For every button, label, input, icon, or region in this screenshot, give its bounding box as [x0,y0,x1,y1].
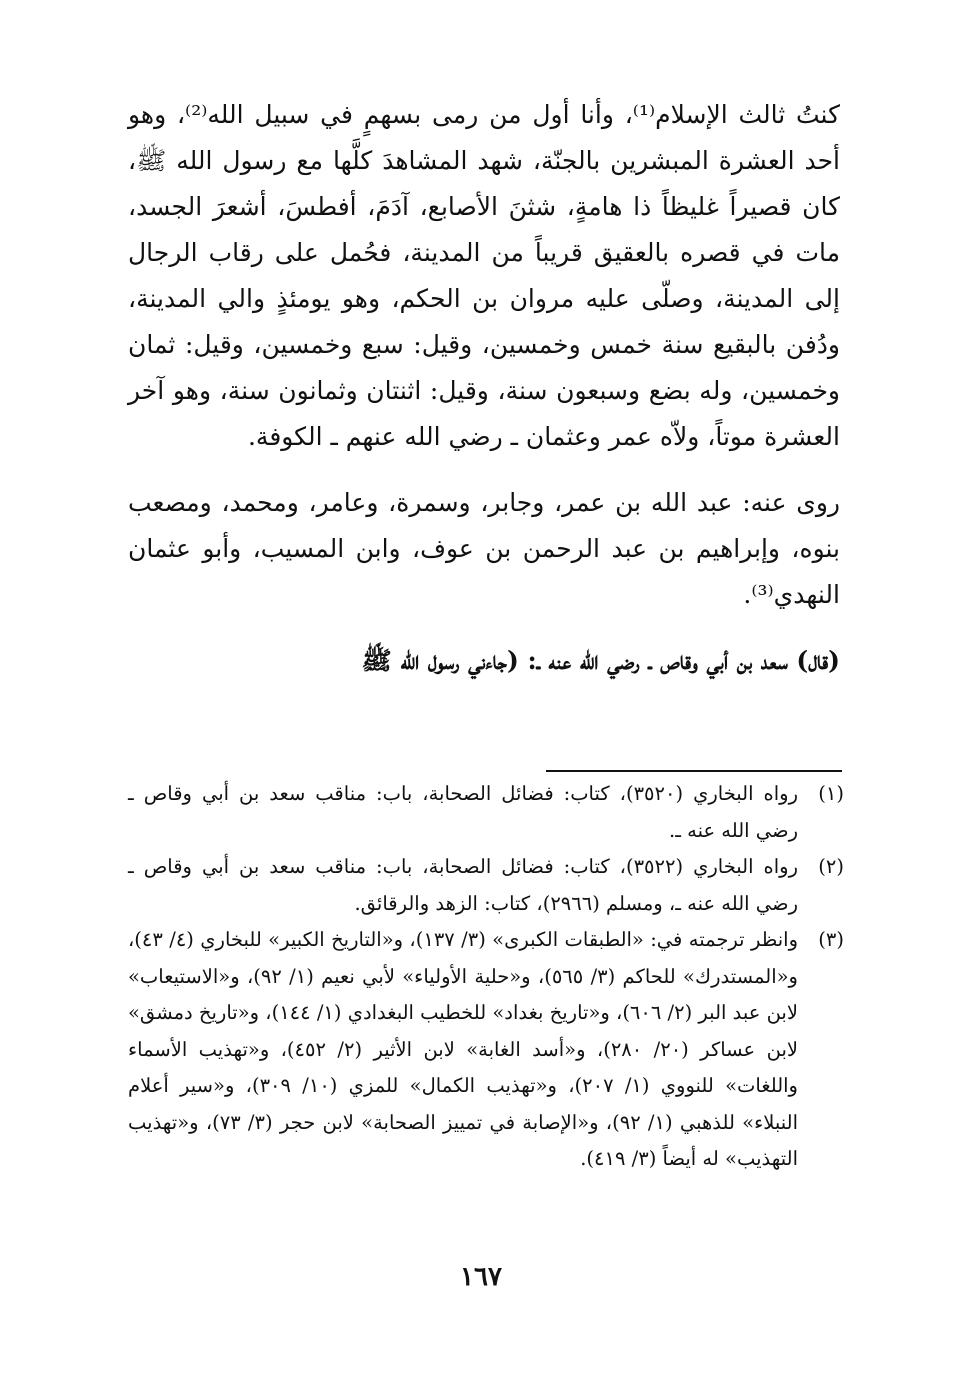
page-number: ١٦٧ [460,1262,502,1292]
footnote-3 [128,922,844,1178]
footnote-number: (٢) [818,855,844,878]
footnotes [128,776,844,1178]
footnote-text: رواه البخاري (٣٥٢٠)، كتاب: فضائل الصحابة، باب: مناقب سعد بن أبي وقاص ـ رضي الله عنه ـ. [128,782,798,842]
narrators-paragraph: روى عنه: عبد الله بن عمر، وجابر، وسمرة، وعامر، ومحمد، ومصعب بنوه، وإبراهيم بن عبد الرحمن بن عوف، وابن المسيب، وأبو عثمان النهدي⁽³⁾. [128,488,840,609]
hadith-start-line: (قال) سعد بن أبي وقاص ـ رضي الله عنه ـ: (جاءني رسول الله ﷺ [361,646,840,675]
footnote-separator [546,770,842,772]
biography-paragraph: كنتُ ثالث الإسلام⁽¹⁾، وأنا أول من رمى بسهمٍ في سبيل الله⁽²⁾، وهو أحد العشرة المبشرين بالجنّة، شهد المشاهدَ كلَّها مع رسول الله ﷺ، كان قصيراً غليظاً ذا هامةٍ، شثنَ الأصابع، آدَمَ، أفطسَ، أشعرَ الجسد، مات في قصره بالعقيق قريباً من المدينة، فحُمل على رقاب الرجال إلى المدينة، وصلّى عليه مروان بن الحكم، وهو يومئذٍ والي المدينة، ودُفن بالبقيع سنة خمس وخمسين، وقيل: سبع وخمسين، وقيل: ثمان وخمسين، وله بضع وسبعون سنة، وقيل: اثنتان وثمانون سنة، وهو آخر العشرة موتاً، ولاّه عمر وعثمان ـ رضي الله عنهم ـ الكوفة. [128,100,840,451]
main-text [128,92,840,684]
footnote-text: رواه البخاري (٣٥٢٢)، كتاب: فضائل الصحابة، باب: مناقب سعد بن أبي وقاص ـ رضي الله عنه ـ، ومسلم (٢٩٦٦)، كتاب: الزهد والرقائق. [128,855,798,915]
footnote-2 [128,849,844,922]
footnote-number: (١) [818,782,844,805]
footnote-text: وانظر ترجمته في: «الطبقات الكبرى» (٣/ ١٣٧)، و«التاريخ الكبير» للبخاري (٤/ ٤٣)، و«المستدرك» للحاكم (٣/ ٥٦٥)، و«حلية الأولياء» لأبي نعيم (١/ ٩٢)، و«الاستيعاب» لابن عبد البر (٢/ ٦٠٦)، و«تاريخ بغداد» للخطيب البغدادي (١/ ١٤٤)، و«تاريخ دمشق» لابن عساكر (٢٠/ ٢٨٠)، و«أسد الغابة» لابن الأثير (٢/ ٤٥٢)، و«تهذيب الأسماء واللغات» للنووي (١/ ٢٠٧)، و«تهذيب الكمال» للمزي (١٠/ ٣٠٩)، و«سير أعلام النبلاء» للذهبي (١/ ٩٢)، و«الإصابة في تمييز الصحابة» لابن حجر (٣/ ٧٣)، و«تهذيب التهذيب» له أيضاً (٣/ ٤١٩). [128,928,799,1170]
footnote-number: (٣) [818,928,844,951]
footnote-1 [128,776,844,849]
